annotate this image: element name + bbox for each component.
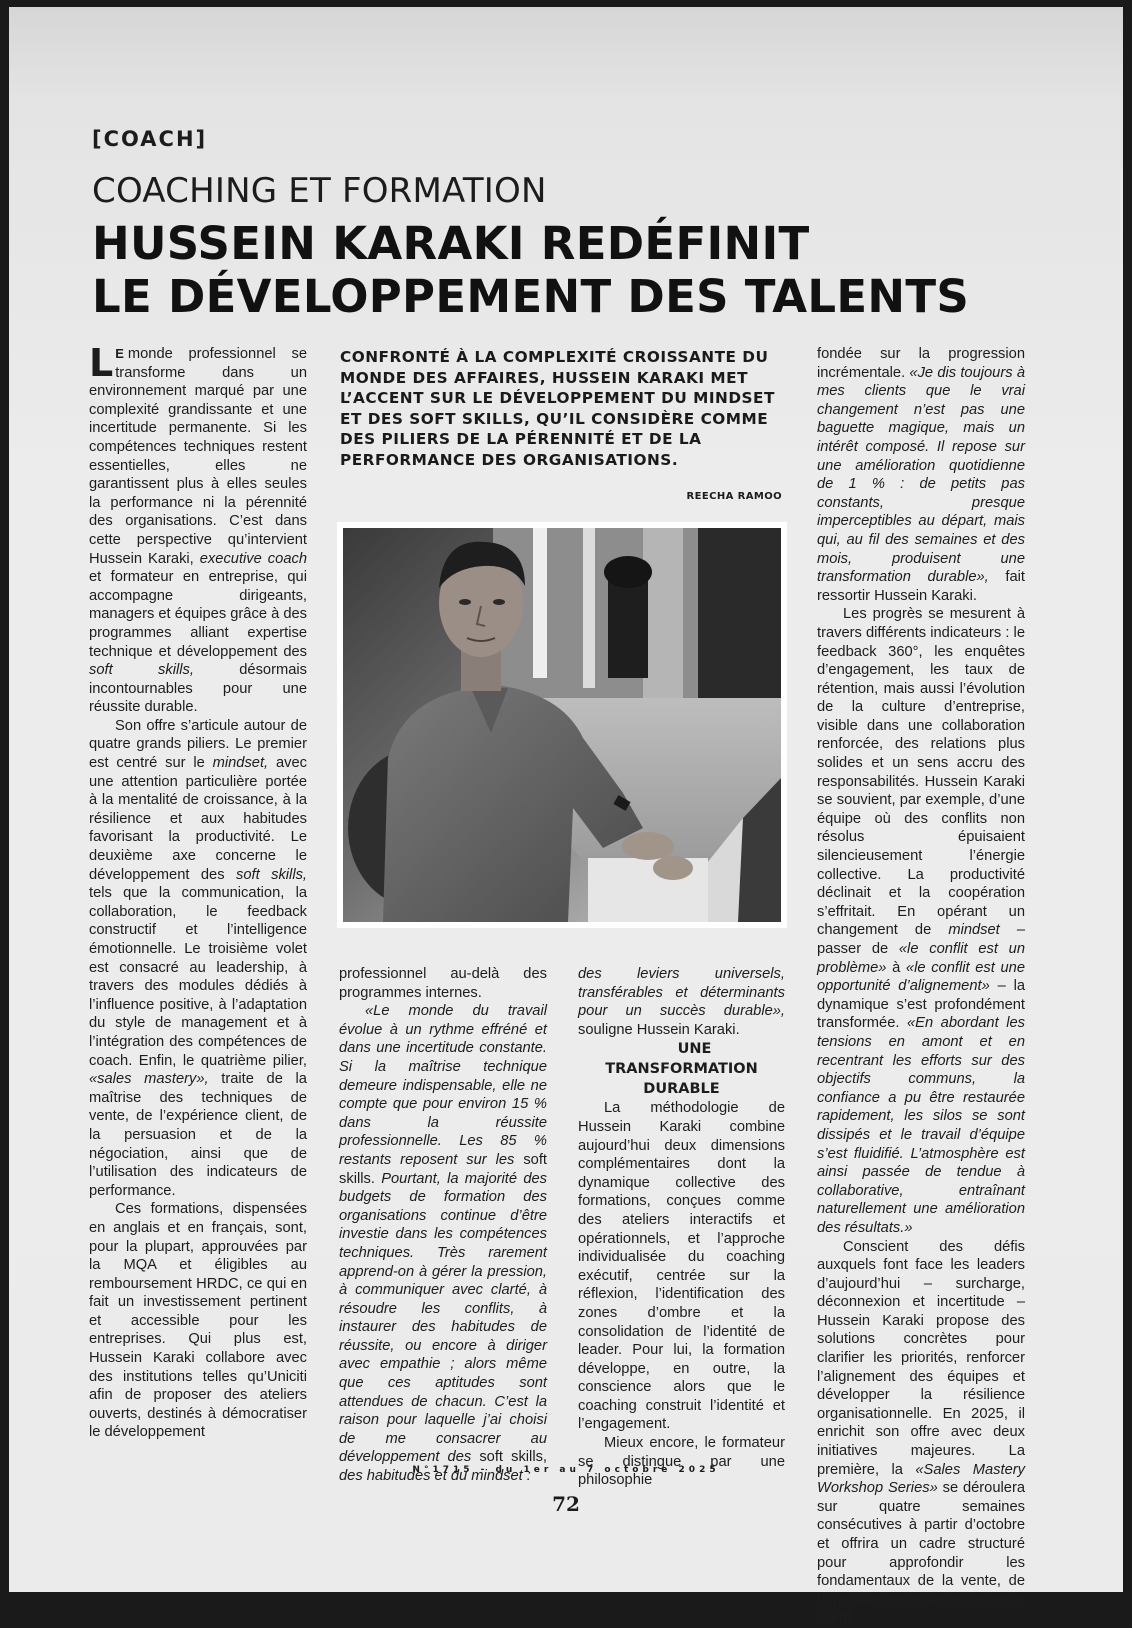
article-lead: CONFRONTÉ À LA COMPLEXITÉ CROISSANTE DU MONDE DES AFFAIRES, HUSSEIN KARAKI MET L’ACCENT SUR LE DÉVELOPPEMENT DU MINDSET ET DES SOFT SKILLS, QU’IL CONSIDÈRE COMME DES PILIERS DE LA PÉRENNITÉ ET DE LA PERFORMANCE DES ORGANISATIONS. (340, 348, 775, 469)
column-4-paragraph-2: Les progrès se mesurent à travers différents indicateurs : le feedback 360°, les enquêtes d’engagement, les taux de rétention, mais aussi l’évolution de la culture d’entreprise, visible dans une collaboration renforcée, des relations plus solides et un sens accru des responsabilités. Hussein Karaki se souvient, par exemple, d’une équipe où des conflits non résolus épuisaient silencieusement l’énergie collective. La productivité déclinait et la coopération s’effritait. En opérant un changement de mindset – passer de «le conflit est un problème» à «le conflit est une opportunité d’alignement» – la dynamique s’est profondément transformée. «En abordant les tensions en amont et en recentrant les efforts sur des objectifs communs, la confiance a pu être restaurée rapidement, les silos se sont dissipés et le travail d’équipe s’est fluidifié. L’atmosphère est ainsi passée de tendue à collaborative, entraînant naturellement une amélioration des résultats.» (817, 606, 1026, 1236)
column-3-quote-end: des leviers universels, transférables et déterminants pour un succès durable», souligne Hussein Karaki. (578, 966, 785, 1038)
magazine-page (9, 7, 1123, 1627)
column-3-paragraph-1: La méthodologie de Hussein Karaki combine aujourd’hui deux dimensions complémentaires dont la dynamique collective des formations, conçues comme des ateliers interactifs et opérationnels, et l’approche individualisée du coaching exécutif, centrée sur la réflexion, l’identification des zones d’ombre et la consolidation de l’identité de leader. Pour lui, la formation développe, en outre, la conscience alors que le coaching construit l’identité et l’engagement. (578, 1100, 785, 1433)
column-2-quote: «Le monde du travail évolue à un rythme effréné et dans une incertitude constante. Si la maîtrise technique demeure indispensable, elle ne compte que pour environ 15 % dans la réussite professionnelle. Les 85 % restants reposent sur les soft skills. Pourtant, la majorité des budgets de formation des organisations continue d’être investie dans les compétences techniques. Très rarement apprend-on à gérer la pression, à communiquer avec clarté, à résoudre les conflits, à instaurer des habitudes de réussite, ou encore à diriger avec empathie ; alors même que ces aptitudes sont attendues de chacun. C’est la raison pour laquelle j’ai choisi de me consacrer au développement des soft skills, des habitudes et du mindset : (339, 1003, 548, 1485)
section-subheading: UNE TRANSFORMATION DURABLE (605, 1041, 758, 1098)
headline-line-2: LE DÉVELOPPEMENT DES TALENTS (92, 270, 970, 323)
page-number: 72 (552, 1492, 580, 1516)
article-column-4 (817, 345, 1025, 1628)
article-column-2 (339, 965, 547, 1486)
article-column-3 (578, 965, 785, 1490)
drop-cap: L (89, 341, 114, 385)
portrait-image (343, 528, 781, 922)
column-2-paragraph-1: professionnel au-delà des programmes internes. (339, 966, 547, 1001)
article-supertitle: COACHING ET FORMATION (92, 171, 547, 211)
headline-line-1: HUSSEIN KARAKI REDÉFINIT (92, 217, 810, 270)
column-4-paragraph-3: Conscient des défis auxquels font face les leaders d’aujourd’hui – surcharge, déconnexion et incertitude – Hussein Karaki propose des solutions concrètes pour clarifier les priorités, renforcer l’alignement des équipes et développer la résilience organisationnelle. En 2025, il enrichit son offre avec deux initiatives majeures. La première, la «Sales Mastery Workshop Series» se déroulera sur quatre semaines consécutives à partir d’octobre et offrira un cadre structuré pour approfondir les fondamentaux de la vente, de la persuasion et de l’expérience client. (817, 1238, 1026, 1627)
article-column-1 (89, 341, 308, 1442)
article-headline (92, 217, 969, 323)
issue-folio: N°1715 - du 1er au 7 octobre 2025 (412, 1465, 720, 1475)
column-4-paragraph-1: fondée sur la progression incrémentale. «Je dis toujours à mes clients que le vrai changement n’est pas une baguette magique, mais un intérêt composé. Il repose sur une amélioration quotidienne de 1 % : de petits pas constants, presque imperceptibles au départ, mais qui, au fil des semaines et des mois, produisent une transformation durable», fait ressortir Hussein Karaki. (817, 346, 1025, 604)
column-1-paragraph-3: Ces formations, dispensées en anglais et en français, sont, pour la plupart, approuvées par la MQA et éligibles au remboursement HRDC, ce qui en fait un investissement pertinent et accessible pour les entreprises. Qui plus est, Hussein Karaki collabore avec des institutions telles qu’Uniciti afin de proposer des ateliers ouverts, destinés à démocratiser le développement (89, 1201, 307, 1441)
author-byline: REECHA RAMOO (686, 491, 782, 502)
column-1-paragraph-2: Son offre s’articule autour de quatre grands piliers. Le premier est centré sur le mindset, avec une attention particulière portée à la mentalité de croissance, à la résilience et aux habitudes favorisant la productivité. Le deuxième axe concerne le développement des soft skills, tels que la communication, la collaboration, le feedback constructif et l’intelligence émotionnelle. Le troisième volet est consacré au leadership, à travers des modules dédiés à l’influence positive, à l’adaptation du style de management et à l’intégration des compétences de coach. Enfin, le quatrième pilier, «sales mastery», traite de la maîtrise des techniques de vente, de l’expérience client, de la persuasion et de la négociation, ainsi que de l’utilisation des indicateurs de performance. (89, 717, 308, 1199)
portrait-photo (337, 522, 787, 928)
drop-cap-small: E (115, 346, 124, 361)
column-1-paragraph-1: L E monde professionnel se transforme dans un environnement marqué par une complexité grandissante et une incertitude permanente. Si les compétences techniques restent essentielles, elles ne garantissent plus à elles seules la performance ni la pérennité des organisations. C’est dans cette perspective qu’intervient Hussein Karaki, executive coach et formateur en entreprise, qui accompagne dirigeants, managers et équipes grâce à des programmes alliant expertise technique et développement des soft skills, désormais incontournables pour une réussite durable. (89, 341, 308, 716)
section-rubric: [COACH] (92, 127, 208, 151)
column-3-paragraph-2: Mieux encore, le formateur se distingue par une philosophie (578, 1435, 785, 1489)
